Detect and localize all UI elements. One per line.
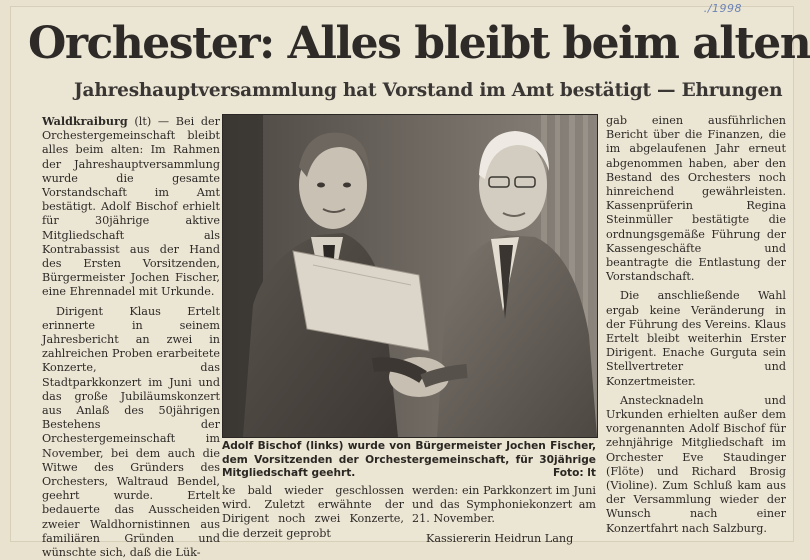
dateline: Waldkraiburg [42,114,128,128]
paragraph-continued-2: werden: ein Parkkonzert im Juni und das Symphoniekonzert am 21. November. [412,484,596,526]
paragraph-honors: Anstecknadeln und Urkunden erhielten außer dem vorgenannten Adolf Bischof für zehnjährige Mitgliedschaft im Orchester Eve Staudinger (Flöte) und Richard Brosig (Violine). Zum Schluß kam aus der Versammlung wieder der Wunsch nach einer Konzertfahrt nach Salzburg. [606,393,786,535]
paragraph-1 [42,114,220,300]
paragraph-election: Die anschließende Wahl ergab keine Veränderung in der Führung des Vereins. Klaus Ertelt bleibt weiterhin Erster Dirigent. Enache Gurguta sein Stellvertreter und Konzertmeister. [606,289,786,388]
paragraph-kassiererin: Kassiererin Heidrun Lang [426,531,574,545]
newspaper-clipping [10,2,810,560]
paragraph-continued: ke bald wieder geschlossen wird. Zuletzt erwähnte der Dirigent noch zwei Konzerte, die derzeit geprobt [222,484,404,540]
article-column-2 [222,484,404,544]
headline: Orchester: Alles bleibt beim alten [28,18,810,69]
paragraph-1-text: (lt) — Bei der Orchestergemeinschaft bleibt alles beim alten: Im Rahmen der Jahreshauptversammlung wurde die gesamte Vorstandschaft im Amt bestätigt. Adolf Bischof erhielt für 30jährige aktive Mitgliedschaft als Kontrabassist aus der Hand des Ersten Vorsitzenden, Bürgermeister Jochen Fischer, eine Ehrennadel mit Urkunde. [42,115,220,299]
handwritten-note: ./1998 [703,2,742,15]
article-column-4 [606,114,786,544]
caption-text: Adolf Bischof (links) wurde von Bürgermeister Jochen Fischer, dem Vorsitzenden der Orchestergemeinschaft, für 30jährige Mitgliedschaft geehrt. [222,440,596,479]
photo-two-men-handshake [223,115,597,437]
article-column-3 [412,484,596,544]
photo-caption [222,440,596,481]
article-column-1 [42,114,220,560]
paragraph-2: Dirigent Klaus Ertelt erinnerte in seinem Jahresbericht an zwei in zahlreichen Proben erarbeitete Konzerte, das Stadtparkkonzert im Juni und das große Jubiläumskonzert aus Anlaß des 50jährigen Bestehens der Orchestergemeinschaft im November, bei dem auch die Witwe des Gründers des Orchesters, Waltraud Bendel, geehrt wurde. Ertelt bedauerte das Ausscheiden zweier Waldhornistinnen aus familiären Gründen und wünschte sich, daß die Lük- [42,304,220,560]
photo-credit: Foto: lt [552,467,596,479]
subheadline: Jahreshauptversammlung hat Vorstand im Amt bestätigt — Ehrungen [74,80,783,101]
article-photo [222,114,598,438]
paragraph-finances: gab einen ausführlichen Bericht über die Finanzen, die im abgelaufenen Jahr erneut abgenommen haben, aber den Bestand des Orchesters noch hinreichend gewährleisten. Kassenprüferin Regina Steinmüller bestätigte die ordnungsgemäße Führung der Kassengeschäfte und beantragte die Entlastung der Vorstandschaft. [606,114,786,284]
